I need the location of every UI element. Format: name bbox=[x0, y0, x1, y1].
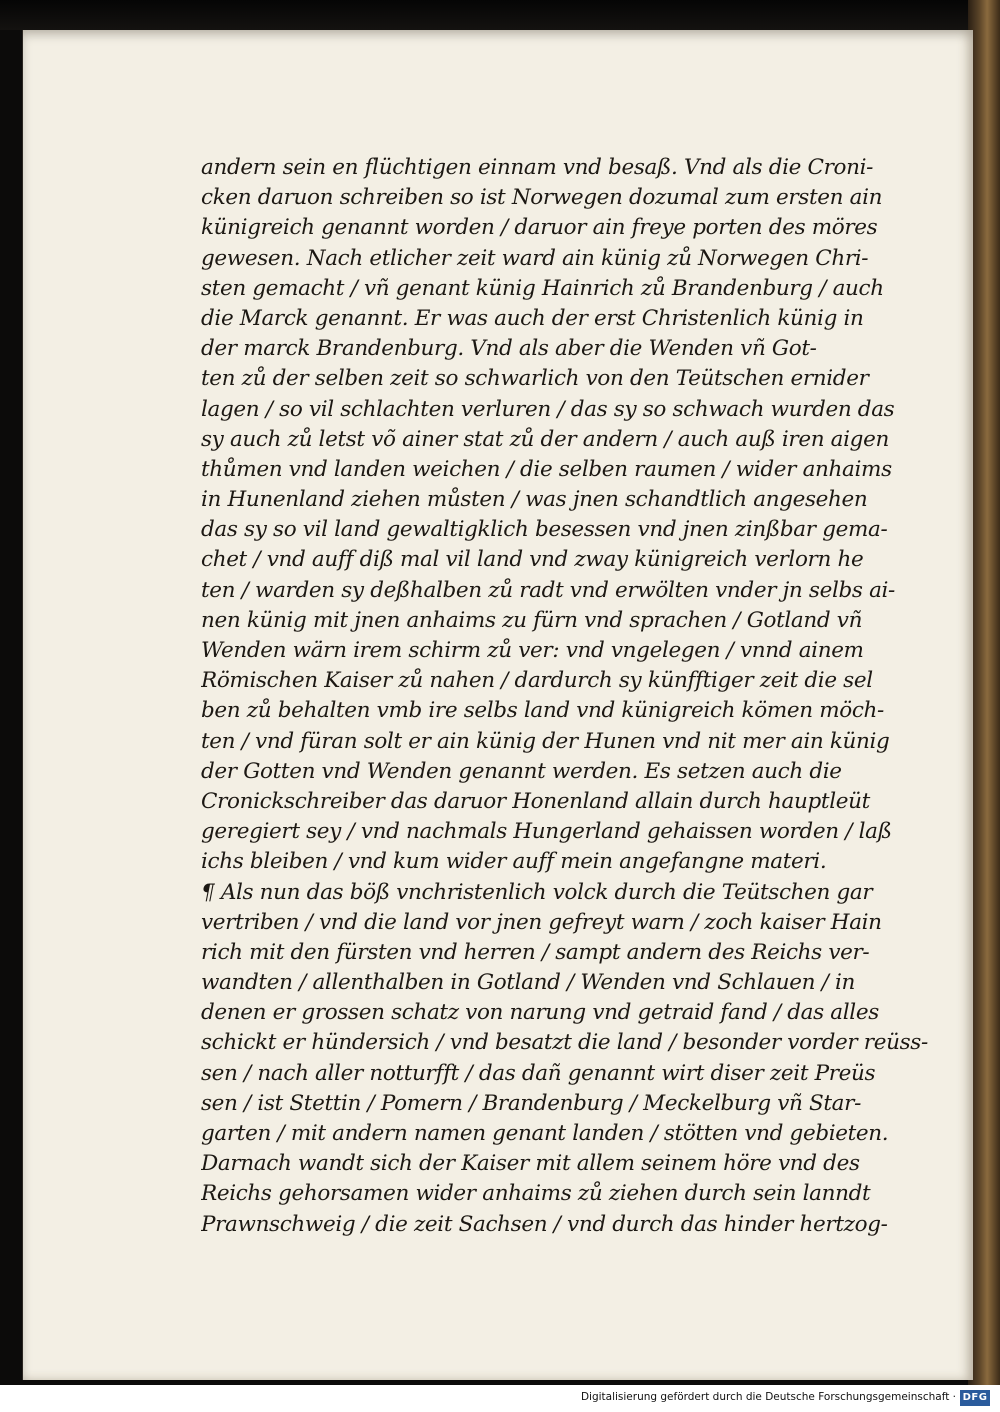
text-line: andern sein en flüchtigen einnam vnd besaß. Vnd als die Croni- bbox=[201, 155, 874, 180]
text-line: nen künig mit jnen anhaims zu fürn vnd sprachen / Gotland vñ bbox=[201, 607, 863, 633]
scanned-page bbox=[22, 30, 973, 1380]
text-line: geregiert sey / vnd nachmals Hungerland gehaissen worden / laß bbox=[201, 819, 892, 845]
text-line: sy auch zů letst võ ainer stat zů der andern / auch auß iren aigen bbox=[201, 426, 889, 452]
dfg-logo: DFG bbox=[960, 1390, 990, 1406]
text-line: Römischen Kaiser zů nahen / dardurch sy künfftiger zeit die sel bbox=[201, 668, 873, 694]
text-line: sten gemacht / vñ genant künig Hainrich zů Brandenburg / auch bbox=[201, 275, 884, 301]
text-line: ten / vnd füran solt er ain künig der Hunen vnd nit mer ain künig bbox=[201, 728, 890, 754]
text-line: cken daruon schreiben so ist Norwegen dozumal zum ersten ain bbox=[201, 185, 883, 211]
text-line: wandten / allenthalben in Gotland / Wenden vnd Schlauen / in bbox=[201, 970, 856, 996]
text-line: die Marck genannt. Er was auch der erst Christenlich künig in bbox=[201, 305, 864, 331]
text-line: schickt er hündersich / vnd besatzt die land / besonder vorder reüss- bbox=[201, 1030, 928, 1056]
text-line: gewesen. Nach etlicher zeit ward ain künig zů Norwegen Chri- bbox=[201, 245, 869, 271]
text-line: Reichs gehorsamen wider anhaims zů ziehen durch sein lanndt bbox=[201, 1181, 871, 1207]
text-line: ben zů behalten vmb ire selbs land vnd künigreich kömen möch- bbox=[201, 698, 884, 724]
text-line: ichs bleiben / vnd kum wider auff mein angefangne materi. bbox=[201, 849, 827, 875]
text-line: sen / nach aller notturfft / das dañ genannt wirt diser zeit Preüs bbox=[201, 1060, 876, 1086]
footer-bar bbox=[0, 1385, 1000, 1412]
text-line: thůmen vnd landen weichen / die selben raumen / wider anhaims bbox=[201, 456, 892, 482]
text-line: künigreich genannt worden / daruor ain freye porten des möres bbox=[201, 215, 878, 241]
text-line: Cronickschreiber das daruor Honenland allain durch hauptleüt bbox=[201, 788, 870, 814]
text-line: denen er grossen schatz von narung vnd getraid fand / das alles bbox=[201, 1000, 879, 1026]
text-line: der Gotten vnd Wenden genannt werden. Es setzen auch die bbox=[201, 758, 842, 784]
text-line: ¶ Als nun das böß vnchristenlich volck durch die Teütschen gar bbox=[201, 879, 873, 905]
text-line: rich mit den fürsten vnd herren / sampt andern des Reichs ver- bbox=[201, 939, 870, 965]
footer-credit: Digitalisierung gefördert durch die Deutsche Forschungsgemeinschaft · bbox=[580, 1391, 956, 1403]
text-line: in Hunenland ziehen můsten / was jnen schandtlich angesehen bbox=[201, 487, 868, 513]
text-line: Darnach wandt sich der Kaiser mit allem seinem höre vnd des bbox=[201, 1151, 860, 1177]
text-line: lagen / so vil schlachten verluren / das sy so schwach wurden das bbox=[201, 396, 895, 422]
text-line: das sy so vil land gewaltigklich besessen vnd jnen zinßbar gema- bbox=[201, 517, 888, 543]
text-line: der marck Brandenburg. Vnd als aber die Wenden vñ Got- bbox=[201, 336, 817, 362]
text-line: ten zů der selben zeit so schwarlich von den Teütschen ernider bbox=[201, 366, 869, 392]
book-top-edge bbox=[0, 0, 1000, 30]
text-line: garten / mit andern namen genant landen / stötten vnd gebieten. bbox=[201, 1121, 889, 1146]
text-line: Prawnschweig / die zeit Sachsen / vnd durch das hinder hertzog- bbox=[201, 1211, 888, 1237]
text-line: sen / ist Stettin / Pomern / Brandenburg / Meckelburg vñ Star- bbox=[201, 1090, 861, 1116]
text-line: vertriben / vnd die land vor jnen gefreyt warn / zoch kaiser Hain bbox=[201, 909, 882, 935]
text-line: Wenden wärn irem schirm zů ver: vnd vngelegen / vnnd ainem bbox=[201, 638, 864, 663]
text-line: chet / vnd auff diß mal vil land vnd zway künigreich verlorn he bbox=[201, 547, 864, 573]
text-line: ten / warden sy deßhalben zů radt vnd erwölten vnder jn selbs ai- bbox=[201, 577, 895, 603]
page-text-block bbox=[201, 153, 941, 1240]
